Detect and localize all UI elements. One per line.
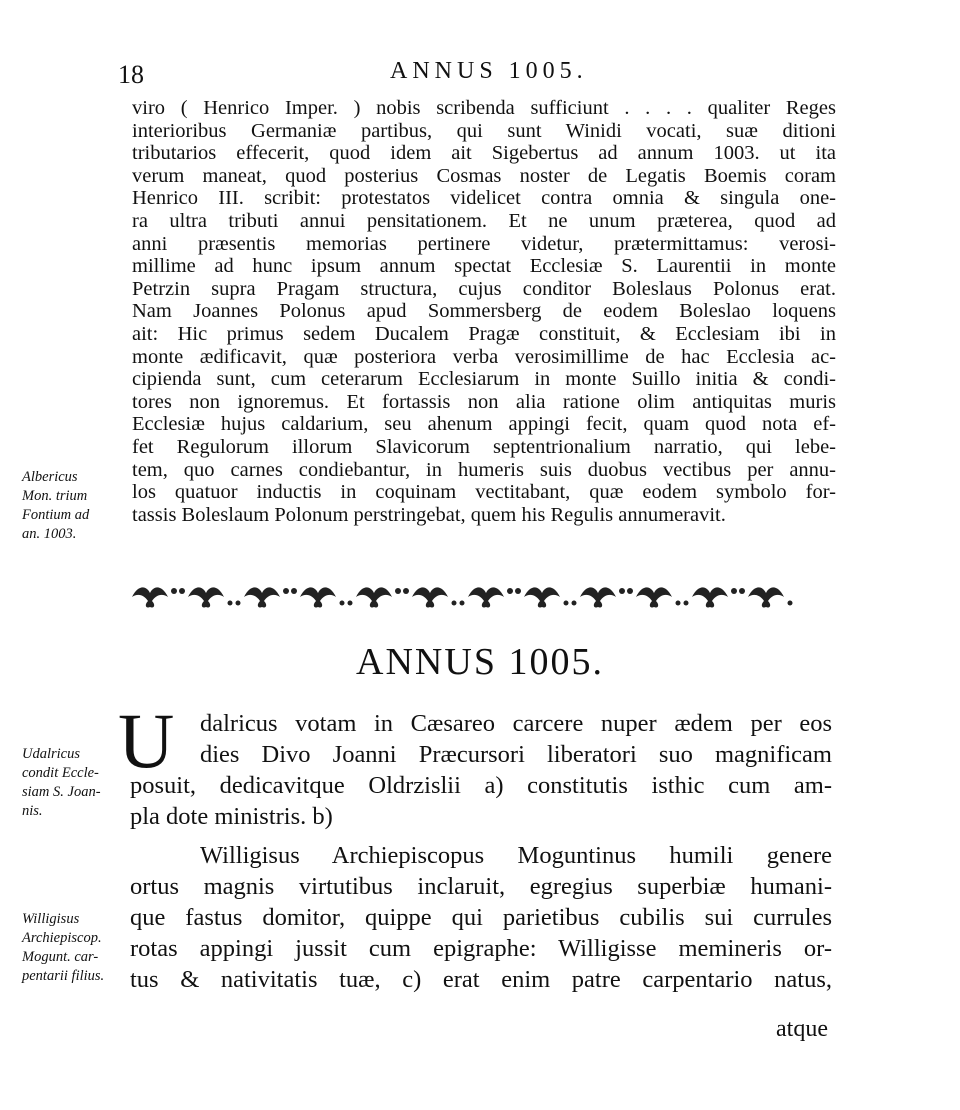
paragraph-1-bottom — [130, 770, 832, 832]
text-line: cipienda sunt, cum ceterarum Ecclesiarum in monte Suillo initia & condi- — [132, 368, 836, 391]
text-line: millime ad hunc ipsum annum spectat Ecclesiæ S. Laurentii in monte — [132, 255, 836, 278]
marginal-line: Udalricus — [22, 746, 80, 762]
marginal-line: Mogunt. car- — [22, 949, 99, 965]
text-line: fet Regulorum illorum Slavicorum septentrionalium narratio, qui lebe- — [132, 435, 836, 458]
drop-cap: U — [118, 697, 175, 784]
marginal-note-albericus — [22, 468, 122, 544]
page-number: 18 — [118, 60, 144, 89]
ornamental-divider — [130, 582, 820, 612]
paragraph-2 — [130, 840, 832, 995]
paragraph-1-top — [200, 708, 832, 770]
text-line: los quatuor inductis in coquinam vectitabant, quæ eodem symbolo for- — [132, 481, 836, 504]
text-line: que fastus domitor, quippe qui parietibus cubilis sui currules — [130, 904, 832, 931]
marginal-line: Willigisus — [22, 911, 80, 927]
text-line: tus & nativitatis tuæ, c) erat enim patre carpentario natus, — [130, 966, 832, 993]
text-line: Petrzin supra Pragam structura, cujus conditor Boleslaus Polonus erat. — [132, 277, 836, 300]
text-line: pla dote ministris. b) — [130, 803, 333, 830]
text-line: anni præsentis memorias pertinere videtur, prætermittamus: verosi- — [132, 232, 836, 255]
marginal-note-udalricus — [22, 745, 122, 821]
marginal-line: Albericus — [22, 469, 78, 485]
catchword: atque — [776, 1016, 828, 1042]
text-line: Henrico III. scribit: protestatos videlicet contra omnia & singula one- — [132, 187, 836, 210]
section-title: ANNUS 1005. — [356, 641, 604, 683]
marginal-line: siam S. Joan- — [22, 784, 101, 800]
text-line: tassis Boleslaum Polonum perstringebat, quem his Regulis annumeravit. — [132, 503, 726, 526]
text-line: ortus magnis virtutibus inclaruit, egregius superbiæ humani- — [130, 873, 832, 900]
text-line: viro ( Henrico Imper. ) nobis scribenda sufficiunt . . . . qualiter Reges — [132, 97, 836, 119]
text-line: posuit, dedicavitque Oldrzislii a) constitutis isthic cum am- — [130, 772, 832, 799]
text-line: monte ædificavit, quæ posteriora verba verosimillime de hac Ecclesia ac- — [132, 345, 836, 368]
text-line: Willigisus Archiepiscopus Moguntinus humili genere — [200, 842, 832, 869]
text-line: Nam Joannes Polonus apud Sommersberg de eodem Boleslao loquens — [132, 300, 836, 323]
marginal-line: Fontium ad — [22, 507, 90, 523]
marginal-line: nis. — [22, 803, 43, 819]
text-line: dalricus votam in Cæsareo carcere nuper ædem per eos — [200, 710, 832, 737]
text-line: dies Divo Joanni Præcursori liberatori suo magnificam — [200, 741, 832, 768]
text-line: tem, quo carnes condiebantur, in humeris suis duobus vectibus per annu- — [132, 458, 836, 481]
text-line: Ecclesiæ hujus caldarium, seu ahenum appingi fecit, quam quod nota ef- — [132, 413, 836, 436]
marginal-line: Archiepiscop. — [22, 930, 102, 946]
text-line: rotas appingi jussit cum epigraphe: Willigisse memineris or- — [130, 935, 832, 962]
marginal-note-willigisus — [22, 910, 122, 986]
running-head: ANNUS 1005. — [390, 58, 588, 84]
marginal-line: pentarii filius. — [22, 968, 105, 984]
text-line: interioribus Germaniæ partibus, qui sunt Winidi vocati, suæ ditioni — [132, 119, 836, 142]
marginal-line: condit Eccle- — [22, 765, 99, 781]
text-line: verum maneat, quod posterius Cosmas noster de Legatis Boemis coram — [132, 164, 836, 187]
marginal-line: an. 1003. — [22, 526, 77, 542]
text-line: tores non ignoremus. Et fortassis non alia ratione olim antiquitas muris — [132, 390, 836, 413]
previous-section-text — [132, 97, 836, 526]
text-line: ait: Hic primus sedem Ducalem Pragæ constituit, & Ecclesiam ibi in — [132, 322, 836, 345]
marginal-line: Mon. trium — [22, 488, 88, 504]
text-line: ra ultra tributi annui pensitationem. Et ne unum præterea, quod ad — [132, 209, 836, 232]
text-line: tributarios effecerit, quod idem ait Sigebertus ad annum 1003. ut ita — [132, 142, 836, 165]
